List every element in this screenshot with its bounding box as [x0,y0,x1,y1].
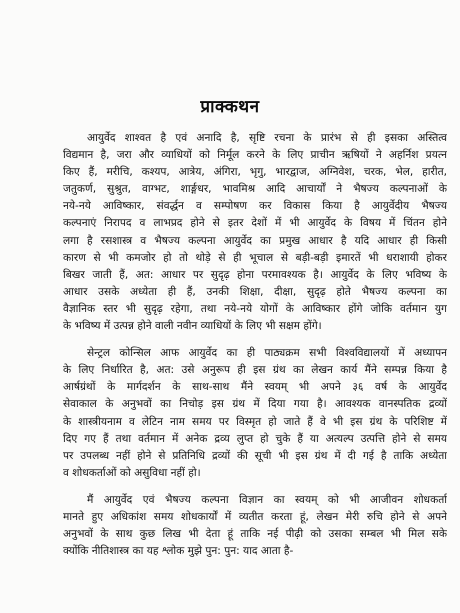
text-line: किए हैं, मरीचि, कश्यप, आत्रेय, अंगिरा, भृगु, भारद्वाज, अग्निवेश, चरक, भेल, हारीत, [63,166,447,179]
text-line: पर उपलब्ध नहीं होने से प्रतिनिधि द्रव्यों की सूची भी इस ग्रंथ में दी गई है ताकि अध्येता [63,449,447,462]
text-line: आधार उसके अध्येता ही हैं, उनकी शिक्षा, दीक्षा, सुदृढ़ होते भैषज्य कल्पना का [63,285,447,298]
text-line: व शोधकर्ताओं को असुविधा नहीं हो। [63,466,201,479]
text-line: क्योंकि नीतिशास्त्र का यह श्लोक मुझे पुन: पुन: याद आता है- [63,545,294,558]
text-line: नये-नये आविष्कार, संवर्द्धन व सम्पोषण कर विकास किया है आयुर्वेदीय भैषज्य [63,200,447,213]
text-line: सेवाकाल के अनुभवों का निचोड़ इस ग्रंथ में दिया गया है। आवश्यक वानस्पतिक द्रव्यों [63,398,447,411]
text-line: के भविष्य में उत्पन्न होने वाली नवीन व्याधियों के लिए भी सक्षम होंगे। [63,320,322,333]
text-line: के लिए निर्धारित है, अत: उसे अनुरूप ही इस ग्रंथ का लेखन कार्य मैंने सम्पन्न किया है [63,364,447,377]
paragraph-2 [63,345,447,482]
page-title: प्राक्कथन [200,97,260,117]
text-line: बिखर जाती हैं, अत: आधार पर सुदृढ़ होना परमावश्यक है। आयुर्वेद के लिए भविष्य के [63,268,447,281]
text-line: मानते हुए अधिकांश समय शोधकार्यों में व्यतीत करता हूं, लेखन मेरी रुचि होने से अपने [63,510,447,523]
paragraph-1 [63,130,447,335]
text-line: कारण से भी कमजोर हो तो थोड़े से ही भूचाल से बड़ी-बड़ी इमारतें भी धराशायी होकर [63,251,447,264]
text-line: मैं आयुर्वेद एवं भैषज्य कल्पना विज्ञान का स्वयम् को भी आजीवन शोधकर्ता [87,493,447,506]
text-line: जतुकर्ण, सुश्रुत, वाग्भट, शार्ङ्गधर, भावमिश्र आदि आचार्यों ने भैषज्य कल्पनाओं के [63,183,447,196]
text-line: आर्षग्रंथों के मार्गदर्शन के साथ-साथ मैंने स्वयम् भी अपने ३६ वर्ष के आयुर्वेद [63,381,447,394]
text-line: दिए गए हैं तथा वर्तमान में अनेक द्रव्य लुप्त हो चुके हैं या अत्यल्प उत्पत्ति होने से समय [63,432,447,445]
text-line: वैज्ञानिक स्तर भी सुदृढ़ रहेगा, तथा नये-नये योगों के आविष्कार होंगे जोकि वर्तमान युग [63,302,447,315]
text-line: आयुर्वेद शाश्वत है एवं अनादि है, सृष्टि रचना के प्रारंभ से ही इसका अस्तित्व [87,132,447,144]
text-line: कल्पनाएं निरापद व लाभप्रद होने से इतर देशों में भी आयुर्वेद के विषय में चिंतन होने [63,217,447,230]
paragraph-3 [63,492,447,560]
text-line: सेन्ट्रल कोन्सिल आफ आयुर्वेद का ही पाठ्यक्रम सभी विश्वविद्यालयों में अध्यापन [87,347,447,360]
text-line: के शास्त्रीयनाम व लेटिन नाम समय पर विस्मृत हो जाते हैं वे भी इस ग्रंथ के परिशिष्ट में [63,415,447,428]
text-line: लगा है रसशास्त्र व भैषज्य कल्पना आयुर्वेद का प्रमुख आधार है यदि आधार ही किसी [63,234,447,247]
page-body [63,130,447,560]
text-line: अनुभवों के साथ कुछ लिख भी देता हूं ताकि नई पीढ़ी को उसका सम्बल भी मिल सके [63,528,447,541]
text-line: विद्यमान है, जरा और व्याधियों को निर्मूल करने के लिए प्राचीन ऋषियों ने अहर्निश प्रयत्न [63,149,447,162]
